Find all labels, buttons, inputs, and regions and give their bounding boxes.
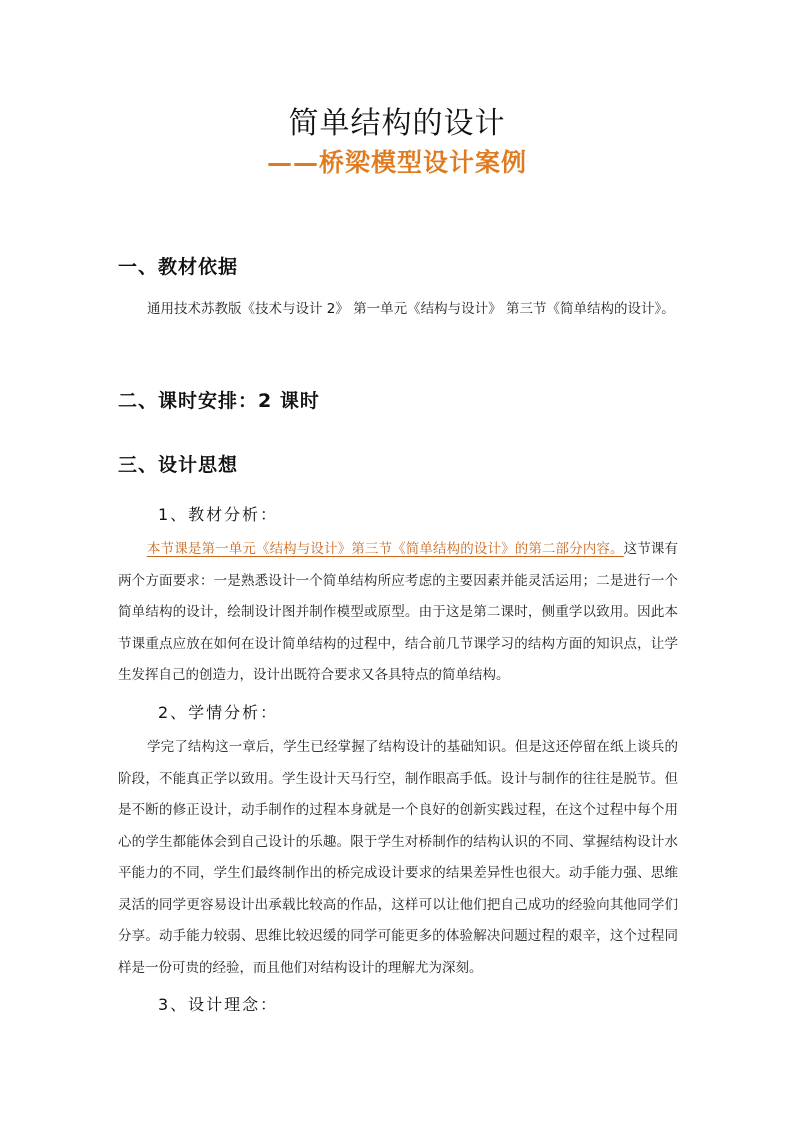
subsection-heading-material-analysis: 1、教材分析： <box>158 505 279 524</box>
paragraph-text: 这节课有两个方面要求：一是熟悉设计一个简单结构所应考虑的主要因素并能灵活运用；二是进行一个简单结构的设计，绘制设计图并制作模型或原型。由于这是第二课时，侧重学以致用。因此本节课重点应放在如何在设计简单结构的过程中，结合前几节课学习的结构方面的知识点，让学生发挥自己的创造力，设计出既符合要求又各具特点的简单结构。 <box>118 541 679 683</box>
document-title: 简单结构的设计 <box>288 106 506 141</box>
highlighted-text: 本节课是第一单元《结构与设计》第三节《简单结构的设计》的第二部分内容。 <box>147 541 624 557</box>
subsection-heading-design-concept: 3、设计理念： <box>158 995 279 1014</box>
section-text-textbook-basis: 通用技术苏教版《技术与设计 2》 第一单元《结构与设计》 第三节《简单结构的设计》。 <box>147 301 675 317</box>
subsection-text-material-analysis <box>118 534 678 692</box>
subsection-heading-student-analysis: 2、学情分析： <box>158 703 279 722</box>
document-subtitle: ——桥梁模型设计案例 <box>266 148 527 177</box>
subsection-text-student-analysis: 学完了结构这一章后，学生已经掌握了结构设计的基础知识。但是这还停留在纸上谈兵的阶段，不能真正学以致用。学生设计天马行空，制作眼高手低。设计与制作的往往是脱节。但是不断的修正设计，动手制作的过程本身就是一个良好的创新实践过程，在这个过程中每个用心的学生都能体会到自己设计的乐趣。限于学生对桥制作的结构认识的不同、掌握结构设计水平能力的不同，学生们最终制作出的桥完成设计要求的结果差异性也很大。动手能力强、思维灵活的同学更容易设计出承载比较高的作品，这样可以让他们把自己成功的经验向其他同学们分享。动手能力较弱、思维比较迟缓的同学可能更多的体验解决问题过程的艰辛，这个过程同样是一份可贵的经验，而且他们对结构设计的理解尤为深刻。 <box>118 739 678 976</box>
section-heading-design-thought: 三、设计思想 <box>118 454 239 476</box>
section-heading-textbook-basis: 一、教材依据 <box>118 256 239 278</box>
section-heading-class-schedule: 二、课时安排：2 课时 <box>118 390 320 412</box>
